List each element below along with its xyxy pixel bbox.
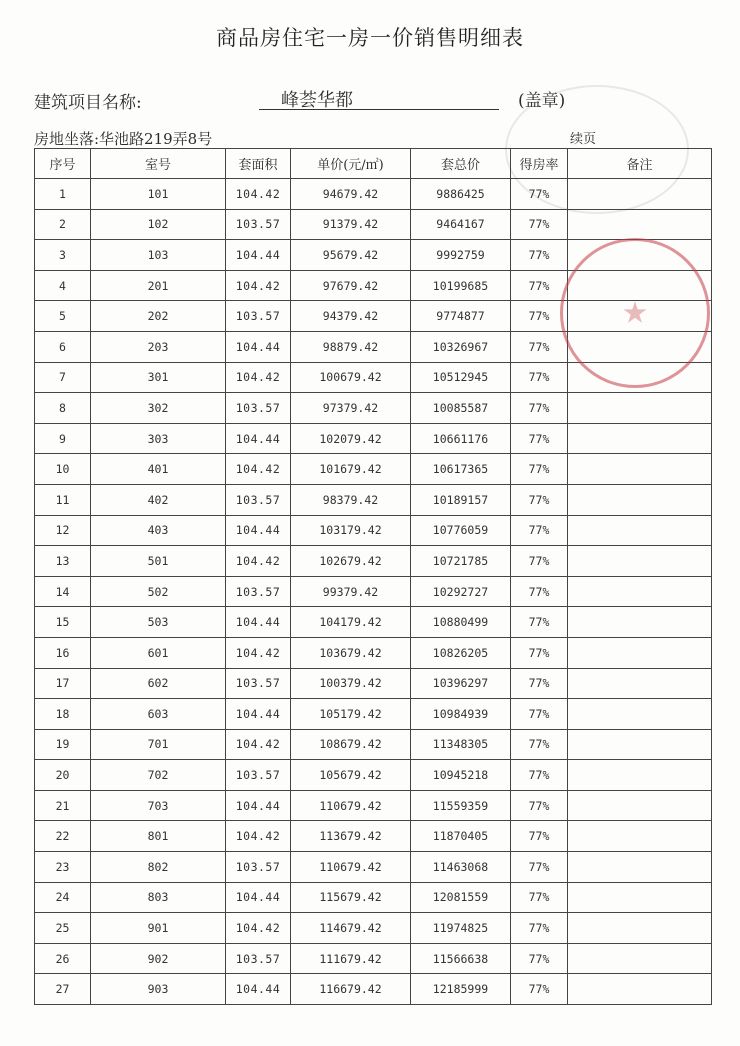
cell-total-price: 10880499 [411,607,511,638]
cell-room: 702 [91,760,226,791]
cell-efficiency: 77% [511,423,568,454]
cell-room: 601 [91,637,226,668]
cell-efficiency: 77% [511,393,568,424]
cell-unit-price: 98879.42 [291,331,411,362]
col-header-efficiency: 得房率 [511,149,568,179]
table-row [35,607,712,638]
cell-index: 18 [35,699,91,730]
cell-area: 103.57 [226,393,291,424]
cell-area: 104.42 [226,913,291,944]
table-row [35,454,712,485]
table-row [35,882,712,913]
cell-efficiency: 77% [511,943,568,974]
cell-unit-price: 111679.42 [291,943,411,974]
cell-efficiency: 77% [511,974,568,1005]
table-row [35,943,712,974]
cell-unit-price: 108679.42 [291,729,411,760]
cell-remarks [568,546,712,577]
cell-efficiency: 77% [511,484,568,515]
cell-unit-price: 116679.42 [291,974,411,1005]
cell-total-price: 10199685 [411,270,511,301]
cell-room: 201 [91,270,226,301]
cell-total-price: 9992759 [411,240,511,271]
cell-index: 19 [35,729,91,760]
cell-unit-price: 94679.42 [291,179,411,210]
cell-efficiency: 77% [511,913,568,944]
cell-room: 401 [91,454,226,485]
table-row [35,423,712,454]
col-header-index: 序号 [35,149,91,179]
cell-remarks [568,362,712,393]
cell-area: 104.42 [226,270,291,301]
cell-efficiency: 77% [511,637,568,668]
cell-index: 4 [35,270,91,301]
cell-area: 104.42 [226,454,291,485]
cell-remarks [568,209,712,240]
cell-room: 802 [91,852,226,883]
table-row [35,699,712,730]
table-row [35,913,712,944]
col-header-room: 室号 [91,149,226,179]
cell-area: 104.44 [226,515,291,546]
cell-remarks [568,760,712,791]
cell-unit-price: 94379.42 [291,301,411,332]
cell-index: 27 [35,974,91,1005]
cell-area: 104.44 [226,240,291,271]
document-title: 商品房住宅一房一价销售明细表 [216,26,524,50]
cell-remarks [568,179,712,210]
cell-remarks [568,943,712,974]
cell-efficiency: 77% [511,821,568,852]
cell-index: 25 [35,913,91,944]
table-row [35,362,712,393]
table-row [35,179,712,210]
cell-total-price: 10396297 [411,668,511,699]
table-row [35,270,712,301]
col-header-remarks: 备注 [568,149,712,179]
table-body [35,179,712,1005]
cell-total-price: 10292727 [411,576,511,607]
cell-total-price: 10085587 [411,393,511,424]
cell-room: 101 [91,179,226,210]
cell-remarks [568,913,712,944]
cell-remarks [568,393,712,424]
cell-total-price: 9886425 [411,179,511,210]
cell-index: 7 [35,362,91,393]
cell-room: 102 [91,209,226,240]
cell-index: 16 [35,637,91,668]
cell-unit-price: 113679.42 [291,821,411,852]
cell-efficiency: 77% [511,301,568,332]
cell-room: 202 [91,301,226,332]
cell-unit-price: 102079.42 [291,423,411,454]
cell-room: 801 [91,821,226,852]
cell-area: 103.57 [226,484,291,515]
cell-index: 8 [35,393,91,424]
cell-index: 22 [35,821,91,852]
cell-index: 20 [35,760,91,791]
cell-area: 104.42 [226,821,291,852]
cell-unit-price: 105179.42 [291,699,411,730]
cell-total-price: 10512945 [411,362,511,393]
cell-total-price: 10661176 [411,423,511,454]
table-row [35,240,712,271]
cell-efficiency: 77% [511,668,568,699]
cell-total-price: 10189157 [411,484,511,515]
table-row [35,821,712,852]
table-row [35,484,712,515]
table-row [35,515,712,546]
table-row [35,393,712,424]
cell-unit-price: 97379.42 [291,393,411,424]
cell-room: 103 [91,240,226,271]
table-row [35,301,712,332]
cell-remarks [568,729,712,760]
cell-room: 502 [91,576,226,607]
cell-room: 503 [91,607,226,638]
cell-unit-price: 99379.42 [291,576,411,607]
cell-unit-price: 100679.42 [291,362,411,393]
cell-remarks [568,852,712,883]
cell-efficiency: 77% [511,179,568,210]
cell-efficiency: 77% [511,270,568,301]
cell-room: 903 [91,974,226,1005]
cell-remarks [568,607,712,638]
cell-index: 13 [35,546,91,577]
cell-total-price: 10984939 [411,699,511,730]
cell-area: 103.57 [226,576,291,607]
cell-index: 6 [35,331,91,362]
cell-total-price: 12185999 [411,974,511,1005]
cell-efficiency: 77% [511,454,568,485]
cell-unit-price: 100379.42 [291,668,411,699]
col-header-area: 套面积 [226,149,291,179]
table-row [35,790,712,821]
project-label: 建筑项目名称: [34,93,142,113]
cell-area: 103.57 [226,301,291,332]
cell-remarks [568,454,712,485]
cell-remarks [568,668,712,699]
cell-total-price: 11870405 [411,821,511,852]
cell-area: 103.57 [226,209,291,240]
cell-room: 901 [91,913,226,944]
cell-room: 803 [91,882,226,913]
cell-total-price: 9774877 [411,301,511,332]
table-row [35,576,712,607]
cell-remarks [568,821,712,852]
cell-efficiency: 77% [511,607,568,638]
cell-efficiency: 77% [511,576,568,607]
cell-remarks [568,699,712,730]
cell-index: 17 [35,668,91,699]
cell-index: 2 [35,209,91,240]
table-row [35,668,712,699]
cell-total-price: 10326967 [411,331,511,362]
cell-index: 1 [35,179,91,210]
cell-index: 5 [35,301,91,332]
table-row [35,729,712,760]
cell-unit-price: 91379.42 [291,209,411,240]
cell-room: 403 [91,515,226,546]
cell-room: 602 [91,668,226,699]
cell-remarks [568,790,712,821]
cell-area: 103.57 [226,760,291,791]
cell-unit-price: 103179.42 [291,515,411,546]
cell-room: 301 [91,362,226,393]
cell-remarks [568,576,712,607]
cell-remarks [568,270,712,301]
cell-room: 302 [91,393,226,424]
cell-area: 104.44 [226,423,291,454]
cell-efficiency: 77% [511,699,568,730]
cell-room: 303 [91,423,226,454]
cell-efficiency: 77% [511,240,568,271]
cell-index: 15 [35,607,91,638]
cell-index: 23 [35,852,91,883]
table-row [35,760,712,791]
cell-index: 3 [35,240,91,271]
cell-room: 703 [91,790,226,821]
cell-area: 104.44 [226,882,291,913]
cell-area: 104.42 [226,637,291,668]
cell-unit-price: 103679.42 [291,637,411,668]
cell-efficiency: 77% [511,515,568,546]
cell-remarks [568,974,712,1005]
cell-remarks [568,331,712,362]
cell-efficiency: 77% [511,362,568,393]
cell-remarks [568,637,712,668]
cell-area: 104.42 [226,729,291,760]
cell-remarks [568,515,712,546]
cell-total-price: 10776059 [411,515,511,546]
cell-room: 603 [91,699,226,730]
table-row [35,852,712,883]
cell-unit-price: 110679.42 [291,852,411,883]
cell-unit-price: 114679.42 [291,913,411,944]
cell-unit-price: 110679.42 [291,790,411,821]
cell-unit-price: 104179.42 [291,607,411,638]
cell-index: 11 [35,484,91,515]
cell-efficiency: 77% [511,790,568,821]
cell-area: 104.42 [226,546,291,577]
table-header-row [35,149,712,179]
cell-efficiency: 77% [511,209,568,240]
project-row [34,88,714,116]
col-header-total-price: 套总价 [411,149,511,179]
cell-total-price: 11559359 [411,790,511,821]
cell-unit-price: 101679.42 [291,454,411,485]
table-row [35,546,712,577]
cell-index: 21 [35,790,91,821]
cell-room: 203 [91,331,226,362]
col-header-unit-price: 单价(元/㎡) [291,149,411,179]
cell-total-price: 11566638 [411,943,511,974]
cell-remarks [568,301,712,332]
cell-area: 104.44 [226,699,291,730]
cell-index: 14 [35,576,91,607]
cell-efficiency: 77% [511,331,568,362]
cell-total-price: 9464167 [411,209,511,240]
cell-total-price: 10617365 [411,454,511,485]
cell-room: 402 [91,484,226,515]
cell-area: 104.44 [226,331,291,362]
cell-unit-price: 102679.42 [291,546,411,577]
table-row [35,209,712,240]
cell-index: 10 [35,454,91,485]
cell-unit-price: 105679.42 [291,760,411,791]
table-row [35,331,712,362]
stamp-label: (盖章) [518,91,566,111]
cell-efficiency: 77% [511,546,568,577]
cell-room: 701 [91,729,226,760]
project-name: 峰荟华都 [259,86,499,110]
location-line: 房地坐落:华池路219弄8号 [34,130,213,148]
continued-label: 续页 [570,132,597,147]
cell-remarks [568,882,712,913]
cell-index: 24 [35,882,91,913]
cell-total-price: 11348305 [411,729,511,760]
cell-remarks [568,484,712,515]
cell-index: 12 [35,515,91,546]
cell-room: 902 [91,943,226,974]
cell-efficiency: 77% [511,852,568,883]
cell-unit-price: 98379.42 [291,484,411,515]
cell-efficiency: 77% [511,760,568,791]
cell-total-price: 11974825 [411,913,511,944]
cell-index: 26 [35,943,91,974]
cell-area: 104.44 [226,607,291,638]
sales-table [34,148,712,1005]
cell-efficiency: 77% [511,729,568,760]
cell-area: 104.44 [226,790,291,821]
cell-index: 9 [35,423,91,454]
cell-efficiency: 77% [511,882,568,913]
cell-total-price: 11463068 [411,852,511,883]
cell-total-price: 12081559 [411,882,511,913]
cell-unit-price: 95679.42 [291,240,411,271]
cell-remarks [568,423,712,454]
cell-area: 104.42 [226,362,291,393]
cell-total-price: 10826205 [411,637,511,668]
cell-area: 103.57 [226,668,291,699]
cell-total-price: 10721785 [411,546,511,577]
cell-room: 501 [91,546,226,577]
cell-remarks [568,240,712,271]
cell-total-price: 10945218 [411,760,511,791]
cell-area: 103.57 [226,852,291,883]
cell-unit-price: 115679.42 [291,882,411,913]
table-row [35,637,712,668]
cell-area: 104.44 [226,974,291,1005]
cell-unit-price: 97679.42 [291,270,411,301]
table-row [35,974,712,1005]
cell-area: 104.42 [226,179,291,210]
cell-area: 103.57 [226,943,291,974]
